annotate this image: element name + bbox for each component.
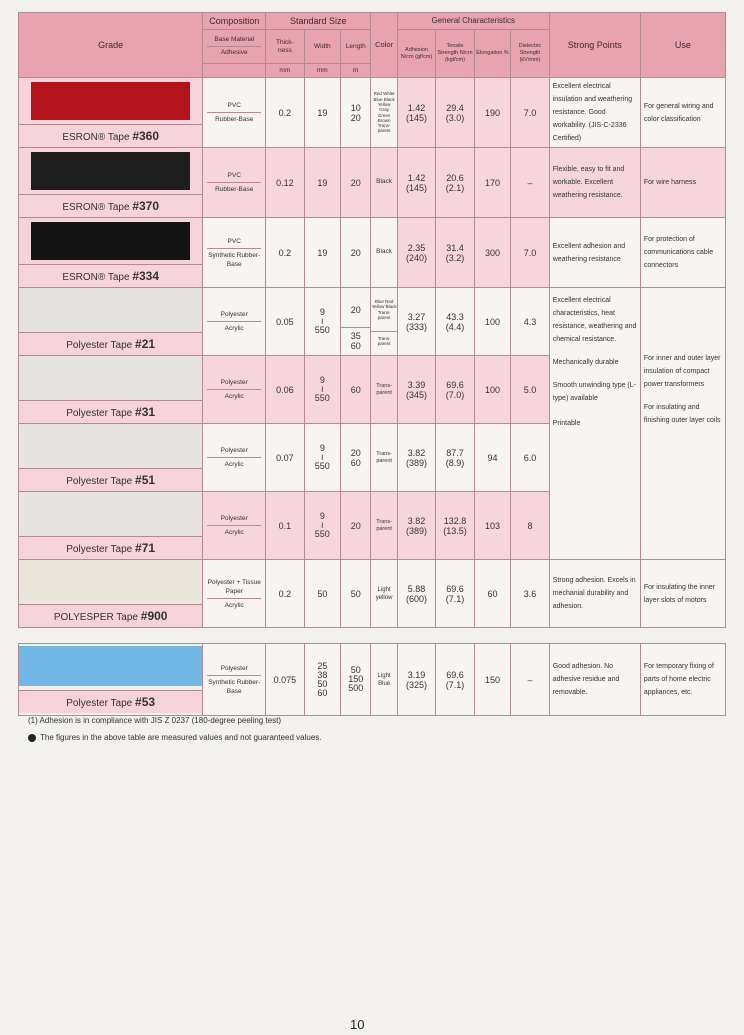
header-comp-unit xyxy=(203,64,266,78)
dielectric-cell: 5.0 xyxy=(511,356,550,424)
composition-cell: Polyester Acrylic xyxy=(203,356,266,424)
thickness-cell: 0.1 xyxy=(266,492,304,560)
header-comp-sub xyxy=(203,30,266,64)
elongation-cell: 60 xyxy=(474,560,510,628)
elongation-cell: 170 xyxy=(474,148,510,218)
tape-swatch xyxy=(19,424,202,468)
thickness-cell: 0.05 xyxy=(266,288,304,356)
color-cell: Trans-parent xyxy=(371,492,397,560)
grade-cell xyxy=(19,560,203,628)
strong-points-cell: Excellent electrical insulation and weathering resistance. Good workability. (JIS-C-2336 Certified) xyxy=(549,78,640,148)
tape-swatch xyxy=(31,222,190,260)
strong-points-cell: Excellent adhesion and weathering resistance xyxy=(549,218,640,288)
tape-swatch xyxy=(31,152,190,190)
grade-cell xyxy=(19,148,203,218)
color-cell: Red White Blue Black Yellow Gray Green Brown Trans-parent xyxy=(371,78,397,148)
grade-cell xyxy=(19,424,203,492)
use-cell: For insulating the inner layer slots of motors xyxy=(640,560,725,628)
tensile-cell: 69.6 (7.1) xyxy=(436,560,474,628)
grade-name: Polyester Tape #53 xyxy=(19,690,202,713)
tensile-cell: 69.6 (7.1) xyxy=(436,644,474,716)
length-cell: 60 xyxy=(341,356,371,424)
use-cell: For protection of communications cable connectors xyxy=(640,218,725,288)
width-cell: 50 xyxy=(304,560,340,628)
tensile-cell: 31.4 (3.2) xyxy=(436,218,474,288)
adhesion-cell: 3.39 (345) xyxy=(397,356,435,424)
tensile-cell: 29.4 (3.0) xyxy=(436,78,474,148)
grade-name: Polyester Tape #21 xyxy=(19,332,202,355)
width-cell: 9 ≀ 550 xyxy=(304,356,340,424)
dielectric-cell: 7.0 xyxy=(511,218,550,288)
dielectric-cell: – xyxy=(511,148,550,218)
header-width: Width xyxy=(304,30,340,64)
elongation-cell: 100 xyxy=(474,288,510,356)
table-row xyxy=(19,560,726,628)
dielectric-cell: 7.0 xyxy=(511,78,550,148)
polyester-use-cell: For inner and outer layer insulation of compact power transformers For insulating and finishing outer layer coils xyxy=(640,356,725,560)
grade-name: Polyester Tape #51 xyxy=(19,468,202,491)
dielectric-cell: 8 xyxy=(511,492,550,560)
tensile-cell: 132.8 (13.5) xyxy=(436,492,474,560)
header-use: Use xyxy=(640,13,725,78)
thickness-cell: 0.12 xyxy=(266,148,304,218)
length-cell: 20 xyxy=(341,148,371,218)
adhesion-cell: 5.88 (600) xyxy=(397,560,435,628)
footnote-adhesion: (1) Adhesion is in compliance with JIS Z 0237 (180-degree peeling test) xyxy=(28,716,282,725)
bullet-icon xyxy=(28,734,36,742)
header-tensile: Tensile Strength N/cm (kgf/cm) xyxy=(436,30,474,78)
header-dielectric: Dielectric Strength (kV/mm) xyxy=(511,30,550,78)
header-general: General Characteristics xyxy=(397,13,549,30)
dielectric-cell: 3.6 xyxy=(511,560,550,628)
length-cell: 20 35 60 xyxy=(341,288,371,356)
grade-cell xyxy=(19,492,203,560)
length-cell: 20 xyxy=(341,218,371,288)
elongation-cell: 300 xyxy=(474,218,510,288)
width-cell: 9 ≀ 550 xyxy=(304,288,340,356)
length-cell: 20 60 xyxy=(341,424,371,492)
header-strong-points: Strong Points xyxy=(549,13,640,78)
width-cell: 25 38 50 60 xyxy=(304,644,340,716)
adhesion-cell: 3.19 (325) xyxy=(397,644,435,716)
grade-name: ESRON® Tape #360 xyxy=(19,124,202,147)
elongation-cell: 150 xyxy=(474,644,510,716)
thickness-cell: 0.06 xyxy=(266,356,304,424)
tape-swatch xyxy=(19,492,202,536)
use-cell xyxy=(640,288,725,356)
tape-swatch xyxy=(19,288,202,332)
strong-points-cell: Strong adhesion. Excels in mechanial durability and adhesion. xyxy=(549,560,640,628)
composition-cell: Polyester Acrylic xyxy=(203,424,266,492)
length-cell: 10 20 xyxy=(341,78,371,148)
header-base-material: Base Material xyxy=(214,36,255,43)
tape-swatch xyxy=(19,560,202,604)
thickness-cell: 0.07 xyxy=(266,424,304,492)
composition-cell: Polyester Acrylic xyxy=(203,288,266,356)
tensile-cell: 87.7 (8.9) xyxy=(436,424,474,492)
tape-swatch xyxy=(19,646,202,686)
adhesion-cell: 3.82 (389) xyxy=(397,424,435,492)
elongation-cell: 103 xyxy=(474,492,510,560)
grade-name: POLYESPER Tape #900 xyxy=(19,604,202,627)
spacer-row xyxy=(19,628,726,644)
adhesion-cell: 1.42 (145) xyxy=(397,148,435,218)
composition-cell: Polyester Synthetic Rubber-Base xyxy=(203,644,266,716)
header-thickness: Thick- ness xyxy=(266,30,304,64)
grade-cell xyxy=(19,78,203,148)
composition-cell: Polyester + Tissue Paper Acrylic xyxy=(203,560,266,628)
tape-swatch xyxy=(31,82,190,120)
use-cell: For temporary fixing of parts of home electric appliances, etc. xyxy=(640,644,725,716)
adhesion-cell: 3.27 (333) xyxy=(397,288,435,356)
dielectric-cell: – xyxy=(511,644,550,716)
color-cell: Light yellow xyxy=(371,560,397,628)
thickness-cell: 0.075 xyxy=(266,644,304,716)
grade-name: ESRON® Tape #334 xyxy=(19,264,202,287)
adhesion-cell: 2.35 (240) xyxy=(397,218,435,288)
color-cell: Black xyxy=(371,218,397,288)
elongation-cell: 100 xyxy=(474,356,510,424)
thickness-cell: 0.2 xyxy=(266,218,304,288)
color-cell: Blue Red Yellow Black Trans-parent Trans-parent xyxy=(371,288,397,356)
color-cell: Light Blue xyxy=(371,644,397,716)
elongation-cell: 94 xyxy=(474,424,510,492)
grade-name: Polyester Tape #71 xyxy=(19,536,202,559)
grade-cell xyxy=(19,644,203,716)
grade-name: Polyester Tape #31 xyxy=(19,400,202,423)
header-adhesive: Adhesive xyxy=(220,49,248,56)
width-cell: 19 xyxy=(304,218,340,288)
header-thickness-unit: mm xyxy=(266,64,304,78)
grade-cell xyxy=(19,356,203,424)
grade-cell xyxy=(19,218,203,288)
header-standard-size: Standard Size xyxy=(266,13,371,30)
tensile-cell: 69.6 (7.0) xyxy=(436,356,474,424)
grade-cell xyxy=(19,288,203,356)
composition-cell: PVC Synthetic Rubber-Base xyxy=(203,218,266,288)
composition-cell: Polyester Acrylic xyxy=(203,492,266,560)
table-row xyxy=(19,218,726,288)
header-length-unit: m xyxy=(341,64,371,78)
header-width-unit: mm xyxy=(304,64,340,78)
composition-cell: PVC Rubber-Base xyxy=(203,78,266,148)
composition-cell: PVC Rubber-Base xyxy=(203,148,266,218)
use-cell: For general wiring and color classification xyxy=(640,78,725,148)
header-grade: Grade xyxy=(19,13,203,78)
grade-name: ESRON® Tape #370 xyxy=(19,194,202,217)
dielectric-cell: 6.0 xyxy=(511,424,550,492)
header-color: Color xyxy=(371,13,397,78)
elongation-cell: 190 xyxy=(474,78,510,148)
header-elongation: Elongation % xyxy=(474,30,510,78)
width-cell: 9 ≀ 550 xyxy=(304,424,340,492)
table-row xyxy=(19,148,726,218)
color-cell: Trans-parent xyxy=(371,424,397,492)
color-cell: Trans-parent xyxy=(371,356,397,424)
table-row xyxy=(19,78,726,148)
header-composition: Composition xyxy=(203,13,266,30)
width-cell: 19 xyxy=(304,78,340,148)
tensile-cell: 43.3 (4.4) xyxy=(436,288,474,356)
table-row xyxy=(19,356,726,424)
dielectric-cell: 4.3 xyxy=(511,288,550,356)
use-cell: For wire harness xyxy=(640,148,725,218)
strong-points-cell: Flexible, easy to fit and workable. Excellent weathering resistance. xyxy=(549,148,640,218)
table-row xyxy=(19,644,726,716)
tensile-cell: 20.6 (2.1) xyxy=(436,148,474,218)
width-cell: 19 xyxy=(304,148,340,218)
color-cell: Black xyxy=(371,148,397,218)
length-cell: 20 xyxy=(341,492,371,560)
adhesion-cell: 3.82 (389) xyxy=(397,492,435,560)
footnote-measured: The figures in the above table are measured values and not guaranteed values. xyxy=(28,733,322,742)
adhesion-cell: 1.42 (145) xyxy=(397,78,435,148)
tape-spec-table xyxy=(18,12,726,716)
thickness-cell: 0.2 xyxy=(266,560,304,628)
length-cell: 50 xyxy=(341,560,371,628)
width-cell: 9 ≀ 550 xyxy=(304,492,340,560)
length-cell: 50 150 500 xyxy=(341,644,371,716)
tape-swatch xyxy=(19,356,202,400)
header-length: Length xyxy=(341,30,371,64)
page-number: 10 xyxy=(350,1017,365,1032)
thickness-cell: 0.2 xyxy=(266,78,304,148)
polyester-strong-points-cell: Excellent electrical characteristics, heat resistance, weathering and chemical resistance. Mechanically durable Smooth unwinding type (L-type) available Printable xyxy=(549,356,640,560)
header-adhesion: Adhesion N/cm (gf/cm) xyxy=(397,30,435,78)
strong-points-cell: Good adhesion. No adhesive residue and removable. xyxy=(549,644,640,716)
